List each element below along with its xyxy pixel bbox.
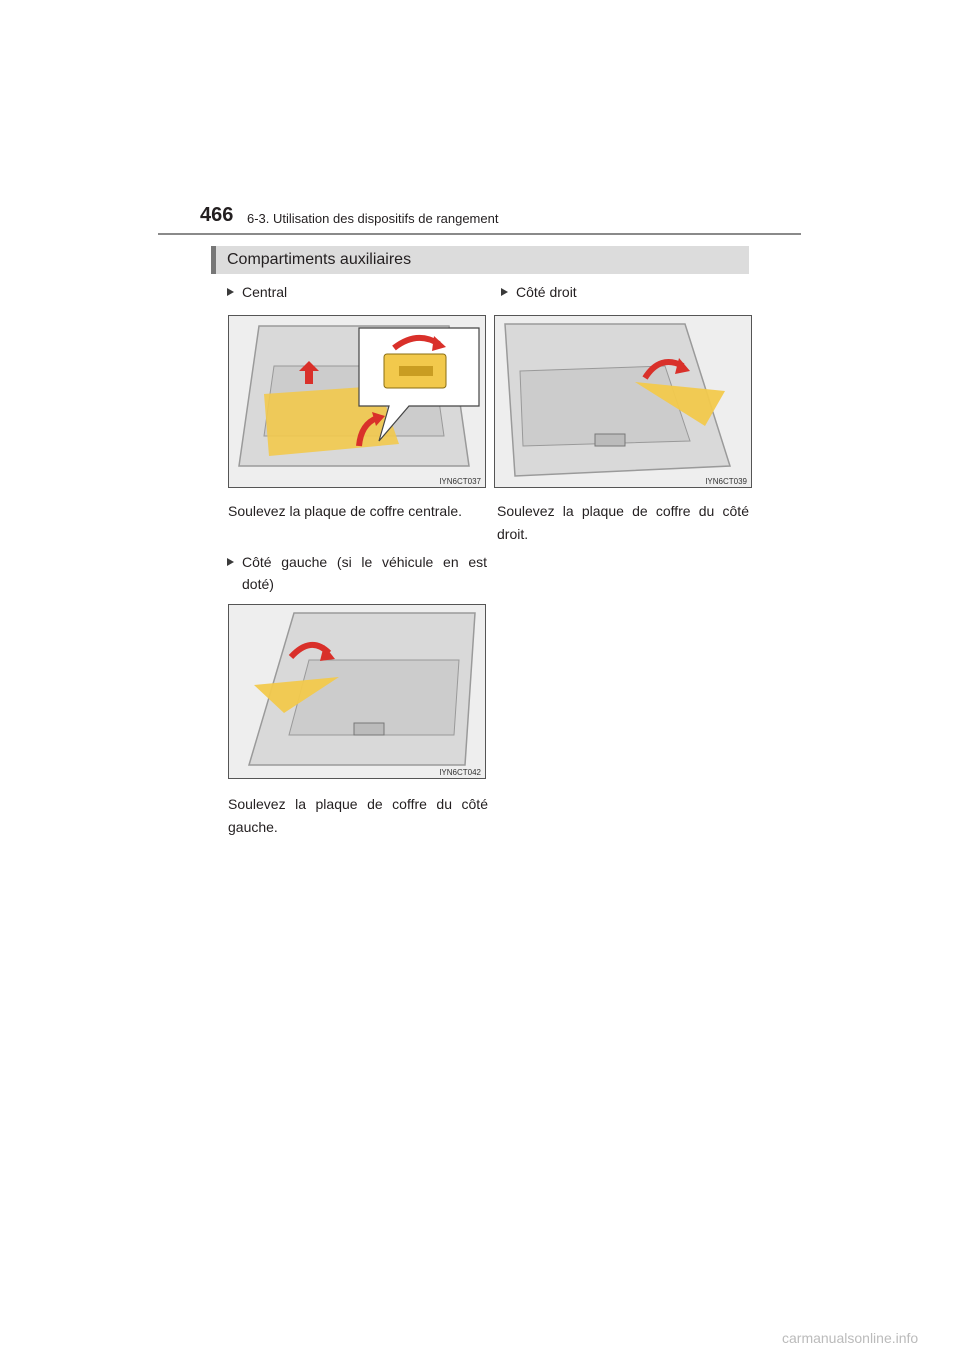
- bullet-left-side: [227, 551, 487, 595]
- bullet-right-side: [501, 281, 751, 303]
- bullet-text: Côté gauche (si le véhicule en est doté): [242, 554, 487, 592]
- caption-right-side: Soulevez la plaque de coffre du côté droit.: [497, 503, 749, 542]
- section-bar: [211, 246, 749, 274]
- watermark: carmanualsonline.info: [782, 1330, 919, 1346]
- figure-code: IYN6CT037: [439, 477, 481, 486]
- trunk-right-illustration: [495, 316, 751, 487]
- bullet-triangle-icon: [501, 288, 508, 296]
- figure-code: IYN6CT039: [705, 477, 747, 486]
- section-title: Compartiments auxiliaires: [227, 251, 412, 268]
- header-rule: [158, 233, 801, 235]
- caption-central: Soulevez la plaque de coffre centrale.: [228, 503, 463, 519]
- page-number: 466: [200, 204, 234, 226]
- bullet-central: [227, 281, 487, 303]
- figure-code: IYN6CT042: [439, 768, 481, 777]
- figure-right-side: [494, 315, 752, 488]
- caption-left-side: Soulevez la plaque de coffre du côté gauche.: [228, 796, 488, 835]
- bullet-text: Côté droit: [516, 284, 577, 300]
- trunk-left-illustration: [229, 605, 485, 778]
- bullet-triangle-icon: [227, 288, 234, 296]
- figure-central: [228, 315, 486, 488]
- chapter-title: 6-3. Utilisation des dispositifs de rangement: [247, 211, 499, 226]
- bullet-triangle-icon: [227, 558, 234, 566]
- figure-left-side: [228, 604, 486, 779]
- bullet-text: Central: [242, 284, 288, 300]
- trunk-central-illustration: [229, 316, 485, 487]
